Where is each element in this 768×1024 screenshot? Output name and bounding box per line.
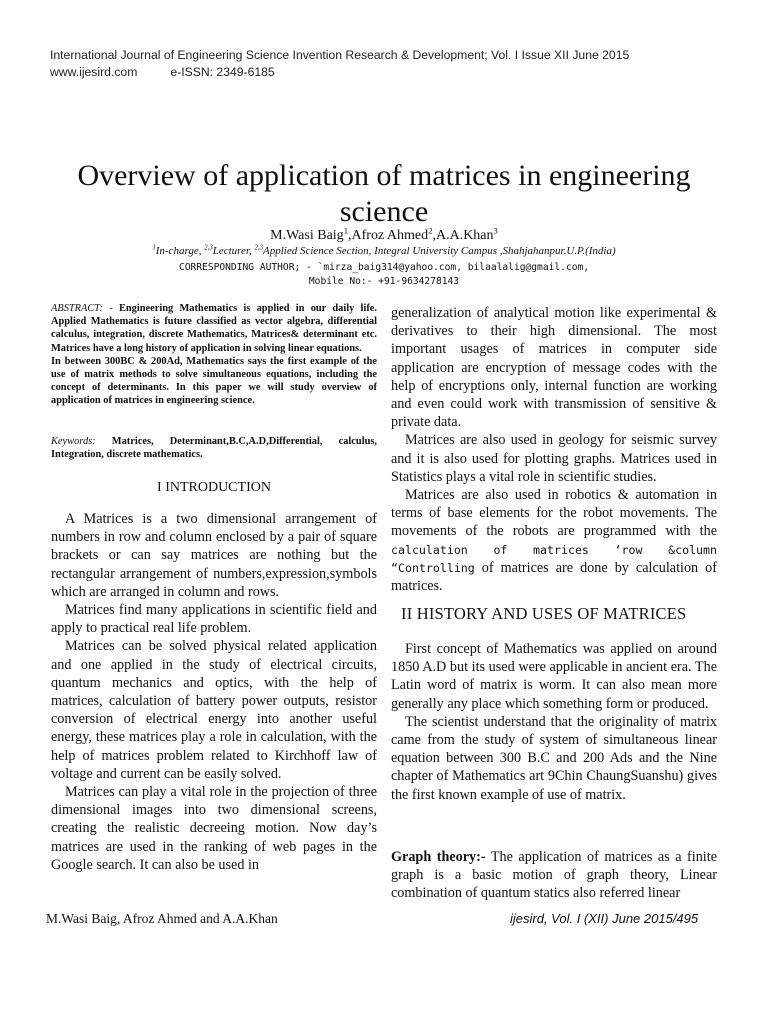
mobile-number: Mobile No:- +91-9634278143: [308, 276, 460, 287]
affil-sup: 1: [152, 244, 156, 252]
paragraph-text: Matrices are also used in robotics & automation in terms of base elements for the robot movements. The movements of the robots are programmed with the: [391, 487, 717, 540]
author-sup: 1: [343, 225, 349, 236]
graph-theory-text: The application of matrices as a finite graph is a basic motion of graph theory, Linear combination of quantum statics also referred linear: [391, 849, 717, 902]
footer-journal-page: ijesird, Vol. I (XII) June 2015/495: [510, 911, 699, 926]
paragraph-mono-text: calculation of matrices ‘row &column “Controlling: [391, 542, 717, 575]
author-name: M.Wasi Baig: [270, 228, 344, 243]
paragraph: The scientist understand that the originality of matrix came from the study of system of simultaneous linear equation between 300 B.C and 200 Ads and the Nine chapter of Mathematics art 9Chin ChaungSuanshu) gives the first known example of use of matrix.: [391, 713, 717, 803]
graph-theory-label: Graph theory:-: [391, 849, 486, 865]
affiliation: [40, 244, 728, 258]
abstract-paragraph: In between 300BC & 200Ad, Mathematics says the first example of the use of matrix methods to solve simultaneous equations, including the concept of determinants. In this paper we will study overview of application of matrices in engineering science.: [51, 355, 377, 407]
journal-issn: e-ISSN: 2349-6185: [170, 65, 275, 79]
paragraph: generalization of analytical motion like experimental & derivatives to their high dimensional. The most important usages of matrices in computer side application are encryption of message codes with the help of encryptions only, internal function are working and even could work with transmission of sensitive & private data.: [391, 305, 717, 431]
abstract-label: ABSTRACT: -: [51, 303, 119, 314]
keywords-label: Keywords:: [51, 436, 96, 447]
paper-title: [40, 158, 728, 230]
keywords-text: Matrices, Determinant,B.C,A.D,Differential, calculus, Integration, discrete mathematics.: [51, 436, 377, 461]
corresponding-author: CORRESPONDING AUTHOR; - `mirza_baig314@yahoo.com, bilaalalig@gmail.com,: [178, 262, 590, 273]
paragraph: A Matrices is a two dimensional arrangement of numbers in row and column enclosed by a pair of square brackets or can say matrices are nothing but the rectangular arrangement of numbers,expression,symbols which are arranged in column and rows.: [51, 511, 377, 600]
affil-role: In-charge,: [155, 245, 205, 257]
journal-meta: [50, 64, 629, 81]
history-body: [391, 640, 717, 804]
title-line-1: Overview of application of matrices in engineering: [77, 159, 691, 192]
journal-name: International Journal of Engineering Science Invention Research & Development; Vol. I Issue XII June 2015: [50, 48, 630, 62]
paragraph: Matrices find many applications in scientific field and apply to practical real life problem.: [51, 602, 377, 637]
paragraph-text: of matrices are done by calculation of matrices.: [391, 559, 717, 595]
paragraph: First concept of Mathematics was applied on around 1850 A.D but its used were applicable in ancient era. The Latin word of matrix is worm. It can also mean more generally any place which something form or produced.: [391, 641, 717, 712]
graph-theory-paragraph: [391, 848, 717, 903]
affil-sup: 2,3: [254, 244, 263, 252]
affil-role: Lecturer,: [212, 245, 255, 257]
abstract-text: Engineering Mathematics is applied in our daily life. Applied Mathematics is future classified as vector algebra, differential calculus, integration, discrete Mathematics, Matrices& determinant etc. Matrices have a long history of application in solving linear equations.: [51, 303, 377, 354]
author-sup: 3: [493, 225, 498, 236]
paragraph: Matrices are also used in geology for seismic survey and it is also used for plotting graphs. Matrices used in Statistics plays a vital role in scientific studies.: [391, 432, 717, 485]
journal-website[interactable]: www.ijesird.com: [50, 65, 138, 79]
paragraph: Matrices can play a vital role in the projection of three dimensional images into two dimensional screens, creating the realistic decreeing motion. Now day’s matrices are used in the ranking of web pages in the Google search. It can also be used in: [51, 784, 377, 873]
section-heading-history: II HISTORY AND USES OF MATRICES: [401, 604, 687, 623]
paragraph: [391, 486, 717, 595]
paragraph: Matrices can be solved physical related application and one applied in the study of electrical circuits, quantum mechanics and optics, with the help of matrices, calculation of battery power outputs, resistor conversion of electrical energy into another useful energy, these matrices play a role in calculation, with the help of matrices problem related to Kirchhoff law of voltage and current can be easily solved.: [51, 638, 377, 782]
author-sup: 2: [428, 225, 433, 236]
footer-authors: M.Wasi Baig, Afroz Ahmed and A.A.Khan: [46, 911, 278, 926]
affil-sup: 2,3: [204, 244, 213, 252]
running-header: [50, 47, 629, 81]
author-list: M.Wasi Baig$^1$,Afroz Ahmed$^2$,A.A.Khan$^3$: [270, 225, 498, 243]
author-name: A.A.Khan: [435, 228, 494, 243]
title-line-2: science: [339, 195, 429, 228]
introduction-body: [51, 510, 377, 874]
section-heading-introduction: I INTRODUCTION: [157, 480, 271, 495]
author-name: Afroz Ahmed: [351, 228, 429, 243]
affil-institution: Applied Science Section, Integral University Campus ,Shahjahanpur.U.P.(India): [263, 245, 616, 257]
paragraph: [391, 848, 717, 903]
abstract: [51, 302, 377, 408]
keywords: [51, 435, 377, 461]
abstract-paragraph: [51, 302, 377, 355]
right-column-body: [391, 304, 717, 595]
